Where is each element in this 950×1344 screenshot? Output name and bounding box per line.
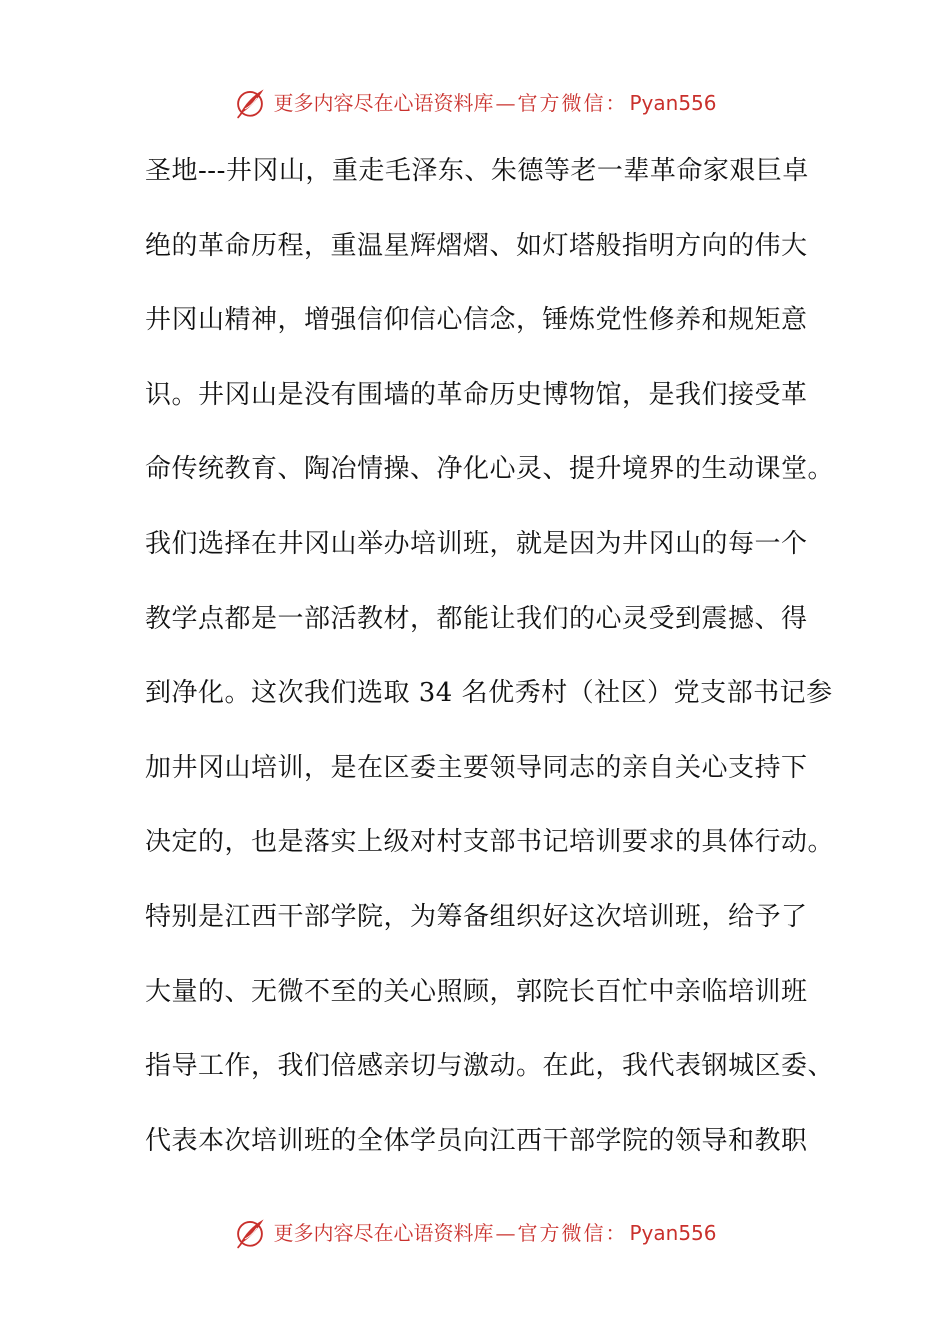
quill-pen-logo-icon xyxy=(233,86,267,120)
body-line: 我们选择在井冈山举办培训班，就是因为井冈山的每一个 xyxy=(145,528,808,559)
body-line: 教学点都是一部活教材，都能让我们的心灵受到震撼、得 xyxy=(145,603,808,634)
body-line: 识。井冈山是没有围墙的革命历史博物馆，是我们接受革 xyxy=(145,379,808,410)
footer-watermark xyxy=(0,1216,950,1250)
body-line: 到净化。这次我们选取 34 名优秀村（社区）党支部书记参 xyxy=(145,678,833,709)
body-line: 圣地---井冈山，重走毛泽东、朱德等老一辈革命家艰巨卓 xyxy=(145,156,809,186)
body-line: 指导工作，我们倍感亲切与激动。在此，我代表钢城区委、 xyxy=(145,1051,835,1082)
watermark-dash: — xyxy=(495,1221,516,1245)
header-watermark xyxy=(0,86,950,120)
document-body xyxy=(145,134,835,1178)
watermark-main-text: 更多内容尽在心语资料库 xyxy=(273,91,494,115)
body-line: 加井冈山培训，是在区委主要领导同志的亲自关心支持下 xyxy=(145,752,808,783)
body-line: 命传统教育、陶冶情操、净化心灵、提升境界的生动课堂。 xyxy=(145,454,835,485)
watermark-label: 官方微信： xyxy=(517,1221,628,1245)
body-line: 井冈山精神，增强信仰信心信念，锤炼党性修养和规矩意 xyxy=(145,305,808,336)
watermark-label: 官方微信： xyxy=(517,91,628,115)
body-line: 大量的、无微不至的关心照顾，郭院长百忙中亲临培训班 xyxy=(145,976,808,1007)
watermark-wechat-id: Pyan556 xyxy=(629,1221,717,1245)
body-line: 绝的革命历程，重温星辉熠熠、如灯塔般指明方向的伟大 xyxy=(145,230,808,261)
watermark-wechat-id: Pyan556 xyxy=(629,91,717,115)
watermark-dash: — xyxy=(495,91,516,115)
quill-pen-logo-icon xyxy=(233,1216,267,1250)
watermark-main-text: 更多内容尽在心语资料库 xyxy=(273,1221,494,1245)
body-line: 代表本次培训班的全体学员向江西干部学院的领导和教职 xyxy=(145,1125,808,1156)
body-line: 决定的，也是落实上级对村支部书记培训要求的具体行动。 xyxy=(145,827,835,858)
body-line: 特别是江西干部学院，为筹备组织好这次培训班，给予了 xyxy=(145,901,808,932)
